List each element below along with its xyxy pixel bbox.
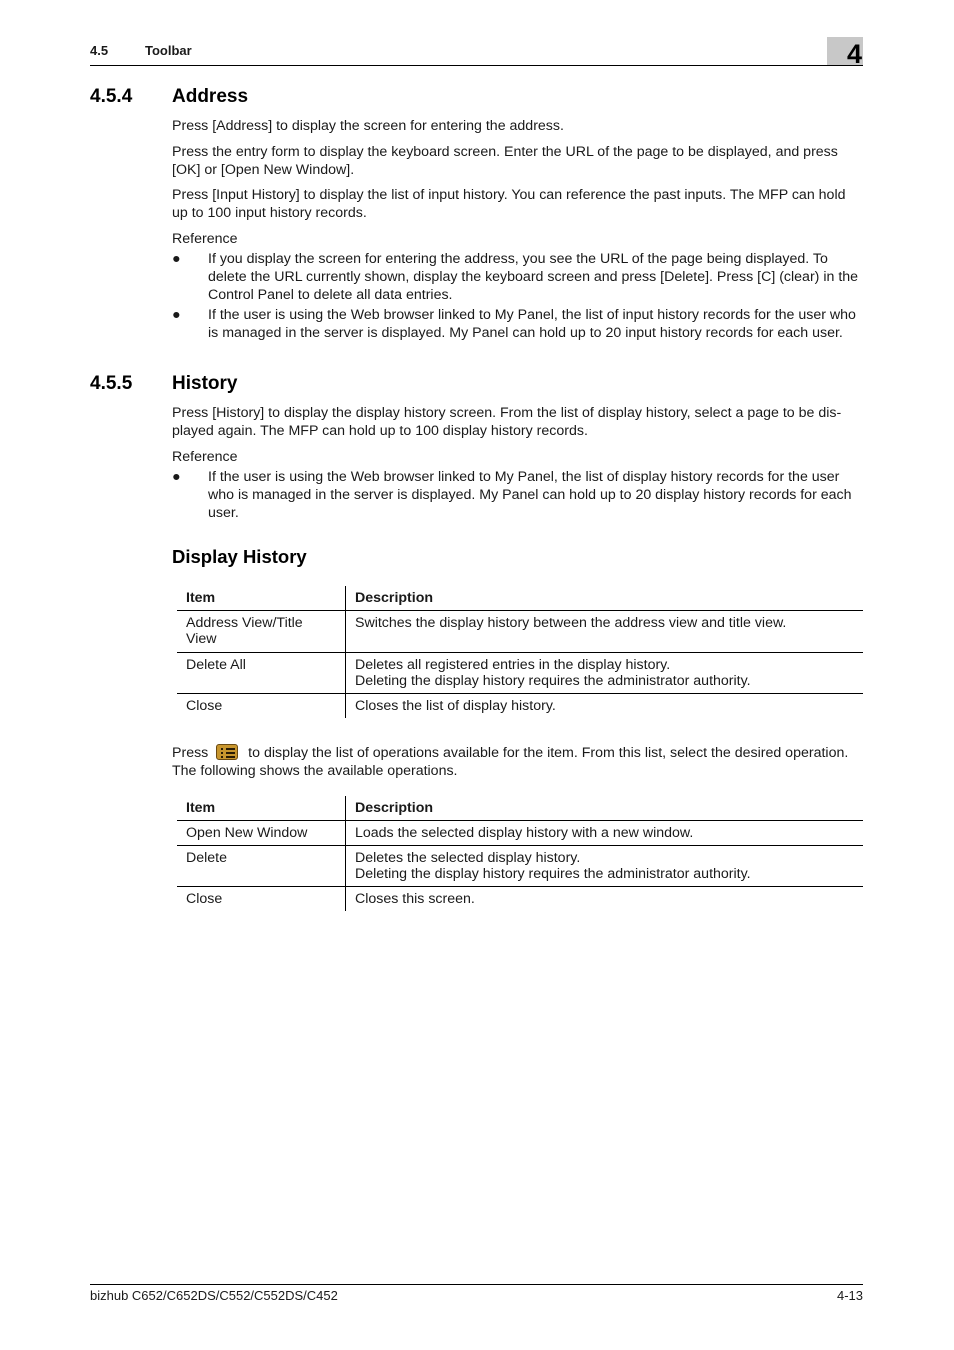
page-header [90, 39, 863, 69]
header-section-number: 4.5 [90, 43, 109, 58]
table-row [177, 653, 863, 694]
table-cell-description [346, 653, 864, 694]
bullet-dot: ● [172, 307, 181, 323]
text-line: If the user is using the Web browser linked to My Panel, the list of input history records for the user who [208, 307, 856, 323]
subheading-display-history: Display History [172, 546, 307, 567]
text-line: If you display the screen for entering the address, you see the URL of the page being displayed. To [208, 251, 828, 267]
display-history-table [177, 586, 863, 718]
reference-label: Reference [172, 231, 238, 247]
operations-table [177, 796, 863, 911]
table-cell-description [346, 887, 864, 912]
table-cell-item [177, 821, 346, 846]
text-line: Press the entry form to display the keyboard screen. Enter the URL of the page to be displayed, and press [172, 144, 838, 160]
text-line: is managed in the server is displayed. My Panel can hold up to 20 input history records for each user. [208, 325, 843, 341]
press-text: Press [172, 745, 209, 761]
table-header-row [177, 796, 863, 821]
table-cell-description [346, 821, 864, 846]
list-menu-icon [216, 744, 238, 760]
section-number: 4.5.4 [90, 86, 133, 107]
section-title: History [172, 373, 238, 394]
bullet-dot: ● [172, 469, 181, 485]
operations-paragraph [172, 744, 864, 780]
table-row [177, 694, 863, 719]
header-title: Toolbar [145, 43, 192, 58]
column-header-item: Item [177, 796, 346, 821]
text-line: View [186, 631, 217, 647]
text-line: Deletes the selected display history. [355, 850, 581, 866]
address-paragraph-1: Press [Address] to display the screen for entering the address. [172, 118, 564, 134]
table-row [177, 846, 863, 887]
table-cell-item [177, 611, 346, 653]
text-line: The following shows the available operations. [172, 763, 458, 779]
section-number: 4.5.5 [90, 373, 133, 394]
text-line: Open New Window [186, 825, 308, 841]
text-line: delete the URL currently shown, display the keyboard screen and press [Delete]. Press [C] (clear) in the [208, 269, 859, 285]
footer-model-name: bizhub C652/C652DS/C552/C552DS/C452 [90, 1288, 338, 1303]
table-row [177, 887, 863, 912]
text-line: Loads the selected display history with a new window. [355, 825, 694, 841]
address-paragraph-2 [172, 143, 864, 179]
history-paragraph-1 [172, 404, 864, 440]
table-cell-description [346, 611, 864, 653]
text-line: Delete [186, 850, 228, 866]
text-line: Closes this screen. [355, 891, 475, 907]
page-footer [90, 1284, 863, 1303]
text-line: Switches the display history between the address view and title view. [355, 615, 787, 631]
chapter-number-box: 4 [827, 37, 863, 65]
text-line: Deleting the display history requires the administrator authority. [355, 673, 751, 689]
text-line: who is managed in the server is displayed. My Panel can hold up to 20 display history records for each [208, 487, 852, 503]
column-header-description: Description [346, 796, 864, 821]
table-row [177, 611, 863, 653]
press-rest-text: to display the list of operations available for the item. From this list, select the desired operation. [248, 745, 849, 761]
address-paragraph-3 [172, 186, 864, 222]
table-header-row [177, 586, 863, 611]
text-line: Press [History] to display the display history screen. From the list of display history, select a page to be dis- [172, 405, 842, 421]
text-line: Deletes all registered entries in the display history. [355, 657, 671, 673]
text-line [172, 744, 864, 762]
text-line: If the user is using the Web browser linked to My Panel, the list of display history records for the user [208, 469, 840, 485]
text-line: Press [Input History] to display the list of input history. You can reference the past inputs. The MFP can hold [172, 187, 846, 203]
reference-label: Reference [172, 449, 238, 465]
table-cell-description [346, 694, 864, 719]
text-line: played again. The MFP can hold up to 100 display history records. [172, 423, 588, 439]
text-line: Delete All [186, 657, 246, 673]
text-line: Control Panel to delete all data entries. [208, 287, 453, 303]
table-row [177, 821, 863, 846]
table-cell-item [177, 887, 346, 912]
text-line: Close [186, 891, 223, 907]
section-title: Address [172, 86, 249, 107]
text-line: Closes the list of display history. [355, 698, 556, 714]
table-cell-item [177, 846, 346, 887]
text-line: Deleting the display history requires the administrator authority. [355, 866, 751, 882]
section-heading-address [90, 86, 248, 108]
text-line: user. [208, 505, 239, 521]
column-header-item: Item [177, 586, 346, 611]
text-line: Address View/Title [186, 615, 303, 631]
table-cell-description [346, 846, 864, 887]
text-line: Close [186, 698, 223, 714]
text-line: [OK] or [Open New Window]. [172, 162, 355, 178]
table-cell-item [177, 694, 346, 719]
bullet-dot: ● [172, 251, 181, 267]
section-heading-history [90, 373, 237, 395]
table-cell-item [177, 653, 346, 694]
footer-page-number: 4-13 [836, 1288, 863, 1303]
column-header-description: Description [346, 586, 864, 611]
text-line: up to 100 input history records. [172, 205, 367, 221]
